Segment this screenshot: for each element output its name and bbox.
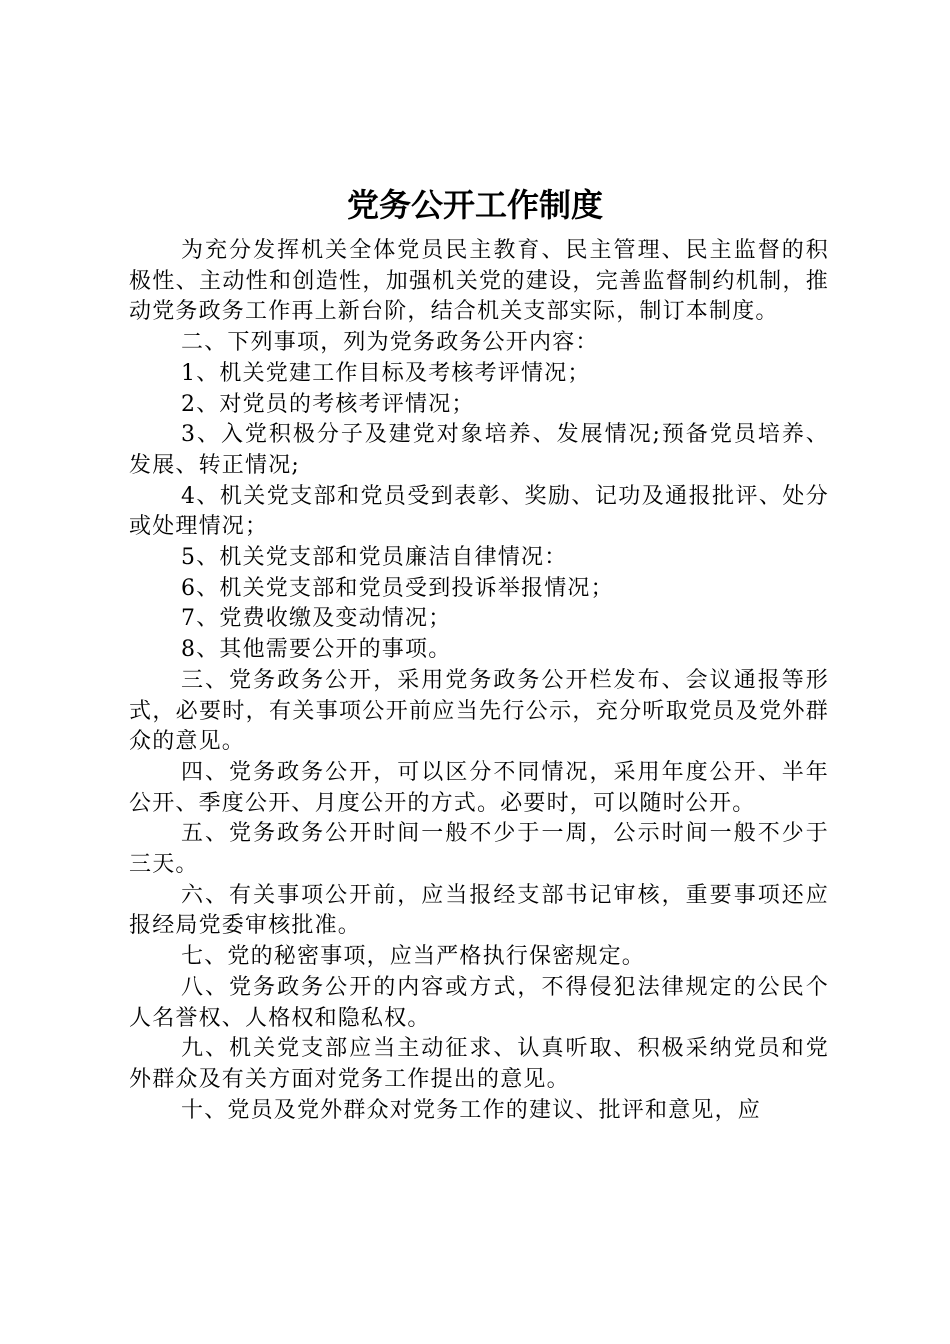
list-item-1: 1、机关党建工作目标及考核考评情况； [181,360,591,386]
paragraph-section-6: 六、有关事项公开前，应当报经支部书记审核，重要事项还应报经局党委审核批准。 [129,882,829,939]
paragraph-section-9: 九、机关党支部应当主动征求、认真听取、积极采纳党员和党外群众及有关方面对党务工作提出的意见。 [129,1036,829,1092]
list-item-5: 5、机关党支部和党员廉洁自律情况： [181,545,568,571]
paragraph-section-5: 五、党务政务公开时间一般不少于一周，公示时间一般不少于三天。 [129,821,829,878]
list-item-3: 3、入党积极分子及建党对象培养、发展情况;预备党员培养、发展、转正情况; [129,422,829,478]
list-item-7: 7、党费收缴及变动情况； [181,606,452,632]
list-item-2: 2、对党员的考核考评情况； [181,391,475,417]
paragraph-section-8: 八、党务政务公开的内容或方式，不得侵犯法律规定的公民个人名誉权、人格权和隐私权。 [129,974,829,1031]
document-body [129,236,829,1126]
list-item-8: 8、其他需要公开的事项。 [181,637,452,663]
paragraph-intro: 为充分发挥机关全体党员民主教育、民主管理、民主监督的积极性、主动性和创造性，加强机关党的建设，完善监督制约机制，推动党务政务工作再上新台阶，结合机关支部实际，制订本制度。 [129,238,829,325]
document-title: 党务公开工作制度 [346,186,603,224]
list-item-4: 4、机关党支部和党员受到表彰、奖励、记功及通报批评、处分或处理情况； [129,483,829,540]
paragraph-section-3: 三、党务政务公开，采用党务政务公开栏发布、会议通报等形式，必要时，有关事项公开前应当先行公示，充分听取党员及党外群众的意见。 [129,667,829,755]
paragraph-section-2: 二、下列事项，列为党务政务公开内容： [181,330,599,356]
paragraph-section-10: 十、党员及党外群众对党务工作的建议、批评和意见，应 [181,1097,762,1123]
paragraph-section-4: 四、党务政务公开，可以区分不同情况，采用年度公开、半年公开、季度公开、月度公开的方式。必要时，可以随时公开。 [129,759,829,816]
paragraph-section-7: 七、党的秘密事项，应当严格执行保密规定。 [181,944,646,970]
list-item-6: 6、机关党支部和党员受到投诉举报情况； [181,575,614,601]
